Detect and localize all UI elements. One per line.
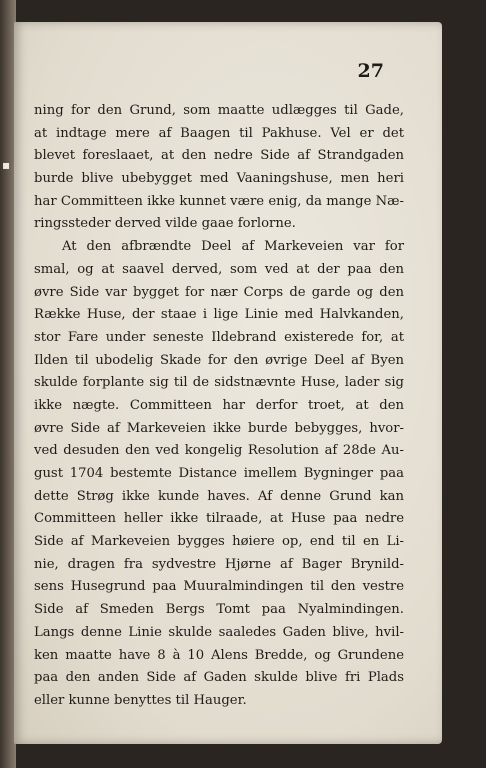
text-line: Ilden til ubodelig Skade for den øvrige Deel af Byen <box>34 352 404 368</box>
text-line: Langs denne Linie skulde saaledes Gaden blive, hvil- <box>34 624 404 640</box>
text-line: eller kunne benyttes til Hauger. <box>34 692 247 708</box>
gutter-mark-icon: ▪ <box>2 158 11 172</box>
text-line: blevet foreslaaet, at den nedre Side af Strandgaden <box>34 148 404 164</box>
text-line: øvre Side var bygget for nær Corps de garde og den <box>34 284 404 300</box>
text-line: gust 1704 bestemte Distance imellem Bygninger paa <box>34 466 404 481</box>
text-line: Side af Smeden Bergs Tomt paa Nyalmindingen. <box>34 602 404 618</box>
text-line: Række Huse, der staae i lige Linie med Halvkanden, <box>34 307 404 323</box>
body-text <box>34 100 404 713</box>
text-line: smal, og at saavel derved, som ved at der paa den <box>34 261 404 277</box>
text-line: skulde forplante sig til de sidstnævnte Huse, lader sig <box>34 375 404 391</box>
text-line: ken maatte have 8 à 10 Alens Bredde, og Grundene <box>34 647 404 663</box>
text-line: øvre Side af Markeveien ikke burde bebygges, hvor- <box>34 420 404 436</box>
text-line: Committeen heller ikke tilraade, at Huse paa nedre <box>34 511 404 527</box>
text-line: burde blive ubebygget med Vaaningshuse, men heri <box>34 171 404 187</box>
text-line: Side af Markeveien bygges høiere op, end til en Li- <box>34 534 404 550</box>
page-number: 27 <box>357 60 384 82</box>
text-line: dette Strøg ikke kunde haves. Af denne Grund kan <box>34 488 404 504</box>
text-line: ringssteder derved vilde gaae forlorne. <box>34 216 296 232</box>
text-line: paa den anden Side af Gaden skulde blive fri Plads <box>34 670 404 686</box>
text-line: at indtage mere af Baagen til Pakhuse. Vel er det <box>34 125 404 141</box>
text-line: stor Fare under seneste Ildebrand existerede for, at <box>34 329 404 345</box>
text-line: ved desuden den ved kongelig Resolution af 28de Au- <box>34 443 404 459</box>
text-line: ikke nægte. Committeen har derfor troet, at den <box>34 397 404 413</box>
text-line: har Committeen ikke kunnet være enig, da mange Næ- <box>34 193 404 209</box>
text-line: sens Husegrund paa Muuralmindingen til den vestre <box>34 579 404 595</box>
text-line: ning for den Grund, som maatte udlægges til Gade, <box>34 103 404 118</box>
text-line: nie, dragen fra sydvestre Hjørne af Bager Brynild- <box>34 556 404 572</box>
text-line: At den afbrændte Deel af Markeveien var for <box>62 239 404 255</box>
book-page <box>14 22 442 744</box>
